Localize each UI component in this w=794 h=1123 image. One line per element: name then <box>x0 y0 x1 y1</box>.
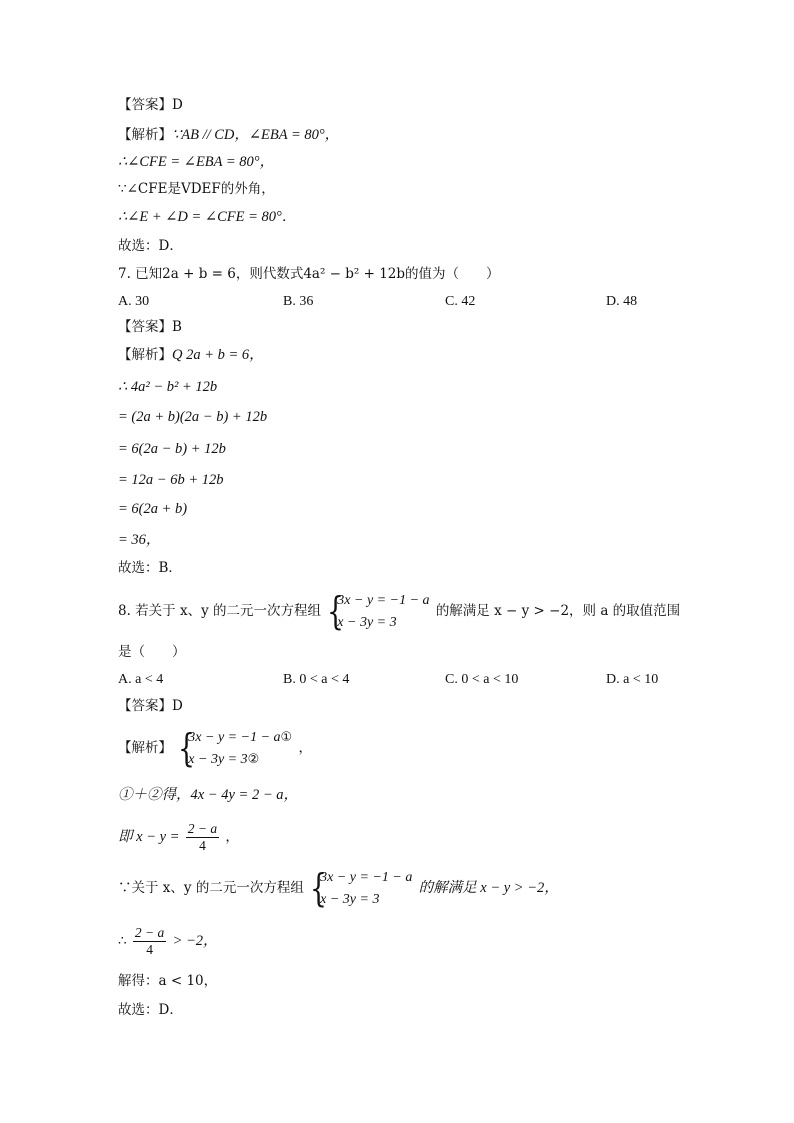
analysis-label: 【解析】 <box>118 127 172 143</box>
q8-option-b: B. 0 < a < 4 <box>283 672 350 687</box>
q7-line1: Q 2a + b = 6， <box>172 347 264 363</box>
q8-analysis-system <box>178 727 292 771</box>
q8-analysis-after: ， <box>298 740 312 756</box>
fraction <box>133 925 166 958</box>
q8-option-d: D. a < 10 <box>606 672 659 687</box>
q7-option-a: A. 30 <box>118 294 150 309</box>
q7-step-6: = 36， <box>118 532 161 548</box>
q8-question-line2: 是（ ） <box>118 644 186 660</box>
q6-line1: ∵AB // CD，∠EBA = 80°， <box>172 127 340 143</box>
circled-two-mark: ② <box>247 751 260 767</box>
q7-step-1: ∴ 4a² − b² + 12b <box>118 379 218 395</box>
fraction-denominator: 4 <box>199 838 206 853</box>
fraction <box>186 821 219 854</box>
fraction-denominator: 4 <box>146 942 153 957</box>
q8-step2-post: ， <box>225 829 239 845</box>
q6-line4: ∴∠E + ∠D = ∠CFE = 80°． <box>118 209 297 225</box>
q8-system-row1: 3x − y = −1 − a <box>337 592 430 608</box>
q7-step-3: = 6(2a − b) + 12b <box>118 441 226 457</box>
q8-step3 <box>118 864 559 912</box>
q8-equation-system <box>327 590 429 634</box>
q8-step1: ①＋②得，4x − 4y = 2 − a， <box>118 787 298 803</box>
q8-analysis-row1: 3x − y = −1 − a① <box>188 729 293 745</box>
q6-line3: ∵∠CFE是VDEF的外角， <box>118 181 275 197</box>
q8-step4-pre: ∴ <box>118 933 127 949</box>
fraction-numerator: 2 − a <box>187 821 218 836</box>
q6-line2: ∴∠CFE = ∠EBA = 80°， <box>118 154 275 170</box>
q8-system-row2: x − 3y = 3 <box>337 614 397 630</box>
q7-question: 7. 已知2a + b = 6，则代数式4a² − b² + 12b的值为（ ） <box>118 266 500 282</box>
q7-step-2: = (2a + b)(2a − b) + 12b <box>118 409 268 425</box>
q7-option-c: C. 42 <box>445 294 476 309</box>
q7-step-4: = 12a − 6b + 12b <box>118 472 224 488</box>
q6-analysis <box>118 125 339 145</box>
q8-question-pre: 8. 若关于 x、y 的二元一次方程组 <box>118 603 321 619</box>
q8-answer: 【答案】D <box>118 698 183 714</box>
q8-step2-pre: 即 x − y = <box>118 829 180 845</box>
q7-step-5: = 6(2a + b) <box>118 501 188 517</box>
q8-step3-pre: ∵关于 x、y 的二元一次方程组 <box>118 880 304 896</box>
q8-step3-system <box>310 867 412 911</box>
brace-icon: { <box>178 725 196 770</box>
q7-analysis <box>118 345 264 365</box>
q8-conclusion: 故选：D． <box>118 1002 183 1018</box>
q8-analysis <box>118 724 312 772</box>
q6-conclusion: 故选：D． <box>118 238 183 254</box>
analysis-label: 【解析】 <box>118 347 172 363</box>
q8-question-post: 的解满足 x − y > −2，则 a 的取值范围 <box>435 603 681 619</box>
q8-step2 <box>118 818 239 856</box>
q8-step3-post: 的解满足 x − y > −2， <box>418 880 559 896</box>
brace-icon: { <box>310 865 328 910</box>
q6-answer: 【答案】D <box>118 97 183 113</box>
q8-step3-row2: x − 3y = 3 <box>320 891 380 907</box>
q8-option-a: A. a < 4 <box>118 672 164 687</box>
q8-step3-row1: 3x − y = −1 − a <box>320 869 413 885</box>
brace-icon: { <box>327 588 345 633</box>
q7-answer: 【答案】B <box>118 319 182 335</box>
q7-conclusion: 故选：B． <box>118 560 182 576</box>
fraction-numerator: 2 − a <box>134 925 165 940</box>
q8-question <box>118 589 680 634</box>
q8-step4 <box>118 921 218 961</box>
q8-option-c: C. 0 < a < 10 <box>445 672 519 687</box>
analysis-label: 【解析】 <box>118 740 172 756</box>
circled-one-mark: ① <box>280 729 293 745</box>
q7-option-b: B. 36 <box>283 294 314 309</box>
q8-step4-post: > −2， <box>172 933 218 949</box>
q8-analysis-row2: x − 3y = 3② <box>188 751 260 767</box>
q8-step5: 解得：a < 10， <box>118 973 218 989</box>
q7-option-d: D. 48 <box>606 294 638 309</box>
